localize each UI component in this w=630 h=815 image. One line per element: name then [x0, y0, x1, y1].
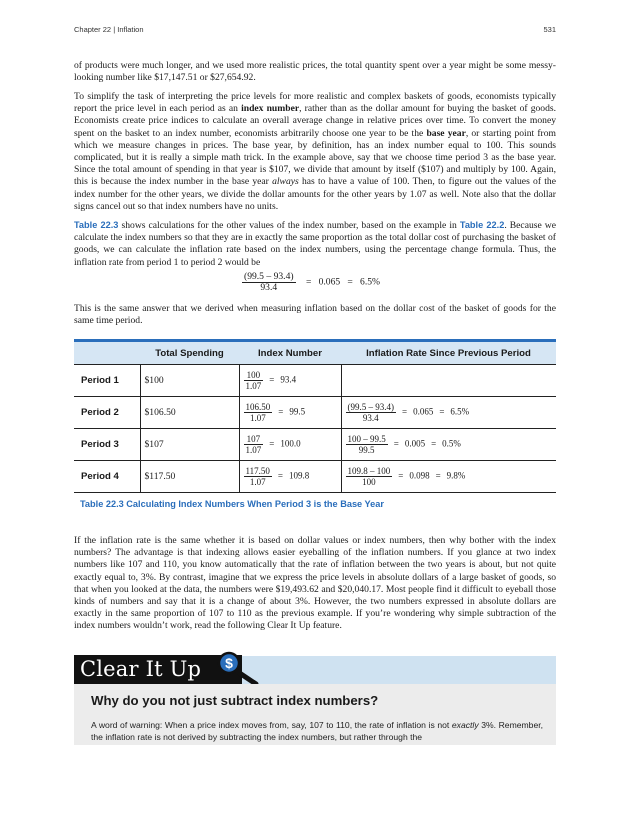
spending-value: $100	[140, 365, 239, 397]
table-header-index-number: Index Number	[258, 347, 322, 359]
period-label: Period 1	[74, 365, 140, 397]
table-row	[74, 461, 556, 493]
clear-it-up-text: A word of warning: When a price index moves from, say, 107 to 110, the rate of inflation is not exactly 3%. Remember, the inflation rate is not derived by subtracting the index numbers, but rather through the	[91, 720, 544, 742]
table-row	[74, 429, 556, 461]
table-caption: Table 22.3 Calculating Index Numbers When Period 3 is the Base Year	[80, 499, 384, 509]
period-label: Period 4	[74, 461, 140, 493]
term-index-number: index number	[241, 103, 300, 115]
svg-text:$: $	[225, 655, 233, 671]
spending-value: $107	[140, 429, 239, 461]
inflation-calc: $\frac{100 - 99.5}{99.5}$ = 0.005 = 0.5%	[341, 429, 556, 461]
period-label: Period 2	[74, 397, 140, 429]
page-header	[74, 25, 556, 37]
paragraph-why-index: If the inflation rate is the same whether it is based on dollar values or index numbers, then why bother with the index numbers? The advantage is that indexing allows easier eyeballing of the inflation numbers. If you glance at two index numbers like 107 and 110, you know automatically that the rate of inflation between the two years is about, but not quite exactly equal to, 3%. By contrast, imagine that we express the price levels in absolute dollars of a large basket of goods, so that when you looked at the data, the numbers were $19,493.62 and $20,040.17. Most people find it difficult to eyeball those kinds of numbers and say that it is a change of about 3%. However, the two numbers expressed in absolute dollars are exactly in the same proportion of 107 to 110 as the previous example. If you’re wondering why simple subtraction of the index numbers wouldn’t work, read the following Clear It Up feature.	[74, 535, 556, 632]
clear-it-up-body	[74, 684, 556, 745]
paragraph-same-answer: This is the same answer that we derived when measuring inflation based on the dollar cost of the basket of goods for the same time period.	[74, 303, 556, 327]
page-number: 531	[543, 25, 556, 34]
inflation-equation: $\frac{(99.5 - 93.4)}{93.4}$ = 0.065 = 6.5%	[244, 271, 380, 293]
index-calc: $\frac{107}{1.07}$ = 100.0	[239, 429, 341, 461]
index-calc: $\frac{117.50}{1.07}$ = 109.8	[239, 461, 341, 493]
paragraph-table-reference: Table 22.3 shows calculations for the other values of the index number, based on the example in Table 22.2. Because we calculate the index numbers so that they are in exactly the same proportion as the total dollar cost of purchasing the basket of goods, we can calculate the inflation rate based on the index numbers, using the percentage change formula. Thus, the inflation rate from period 1 to period 2 would be	[74, 220, 556, 268]
period-label: Period 3	[74, 429, 140, 461]
table-row	[74, 365, 556, 397]
index-calc: $\frac{100}{1.07}$ = 93.4	[239, 365, 341, 397]
term-base-year: base year	[426, 127, 466, 139]
paragraph-index-number: To simplify the task of interpreting the price levels for more realistic and complex baskets of goods, economists typically report the price level in each period as an index number, rather than as the dollar amount for buying the basket of goods. Economists create price indices to calculate an overall average change in relative prices over time. To convert the money spent on the basket to an index number, economists arbitrarily choose one year to be the base year, or starting point from which we measure changes in prices. The base year, by definition, has an index number equal to 100. This sounds complicated, but it is really a simple math trick. In the example above, say that we choose time period 3 as the base year. Since the total amount of spending in that year is $107, we divide that amount by itself ($107) and multiply by 100. Again, this is because the index number in the base year always has to have a value of 100. Then, to figure out the values of the index number for the other years, we divide the dollar amounts for the other years by 1.07 as well. Note also that the dollar signs cancel out so that index numbers have no units.	[74, 91, 557, 212]
index-calc: $\frac{106.50}{1.07}$ = 99.5	[239, 397, 341, 429]
inflation-calc: $\frac{109.8 - 100}{100}$ = 0.098 = 9.8%	[341, 461, 556, 493]
table-header-row	[74, 341, 556, 365]
chapter-label: Chapter 22 | Inflation	[74, 25, 144, 34]
inflation-calc: $\frac{(99.5 - 93.4)}{93.4}$ = 0.065 = 6.5%	[341, 397, 556, 429]
table-header-inflation-rate: Inflation Rate Since Previous Period	[366, 347, 531, 359]
table-header-total-spending: Total Spending	[155, 347, 224, 359]
link-table-22-2[interactable]: Table 22.2	[459, 220, 505, 230]
clear-it-up-box	[74, 655, 556, 745]
table-row	[74, 397, 556, 429]
index-number-table	[74, 339, 556, 493]
clear-it-up-question: Why do you not just subtract index numbers?	[91, 693, 379, 708]
clear-it-up-title: Clear It Up	[74, 655, 242, 684]
paragraph-continued: of products were much longer, and we used more realistic prices, the total quantity spent over a year might be some messy-looking number like $17,147.51 or $27,654.92.	[74, 60, 556, 84]
spending-value: $117.50	[140, 461, 239, 493]
inflation-calc-empty	[341, 365, 556, 397]
spending-value: $106.50	[140, 397, 239, 429]
link-table-22-3[interactable]: Table 22.3	[74, 220, 119, 230]
table-header-blank	[74, 341, 140, 365]
